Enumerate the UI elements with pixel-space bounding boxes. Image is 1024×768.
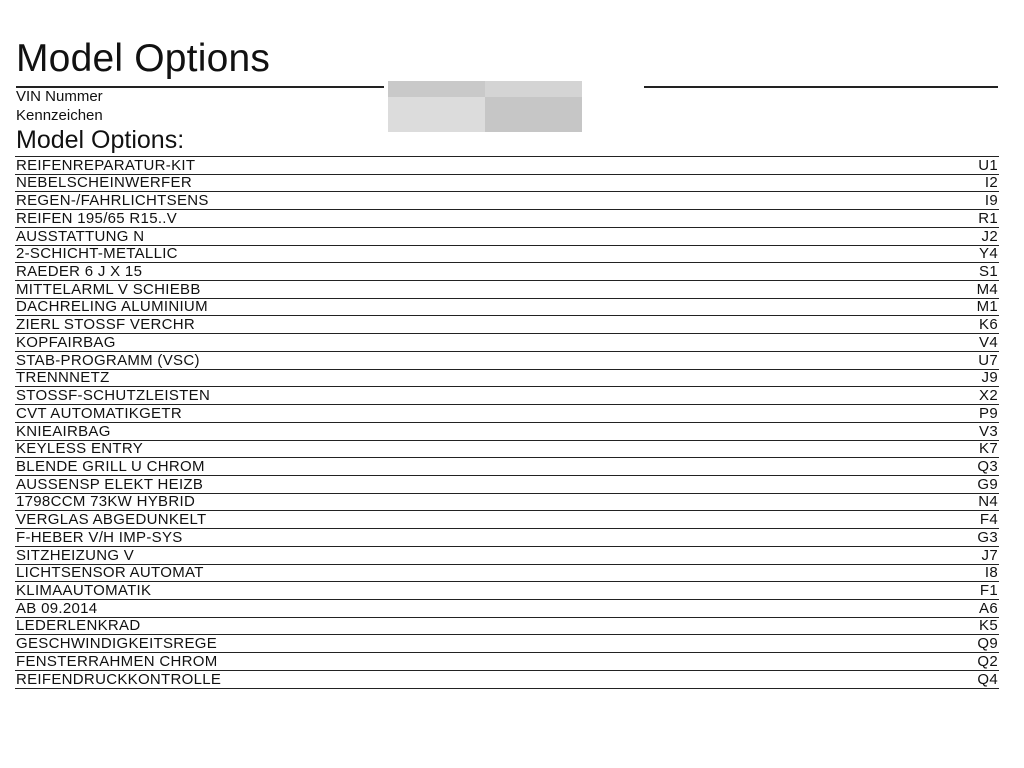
option-row xyxy=(15,192,999,210)
option-code: M1 xyxy=(976,298,998,316)
option-row xyxy=(15,547,999,565)
option-code: U7 xyxy=(978,351,998,369)
option-row xyxy=(15,157,999,175)
option-name: RAEDER 6 J X 15 xyxy=(16,263,143,281)
option-name: REIFEN 195/65 R15..V xyxy=(16,209,178,227)
option-name: KEYLESS ENTRY xyxy=(16,440,144,458)
option-code: I8 xyxy=(984,564,998,582)
option-name: DACHRELING ALUMINIUM xyxy=(16,298,208,316)
option-code: I2 xyxy=(984,174,998,192)
option-name: REIFENDRUCKKONTROLLE xyxy=(16,670,222,688)
option-name: REGEN-/FAHRLICHTSENS xyxy=(16,192,209,210)
option-name: AUSSTATTUNG N xyxy=(16,227,145,245)
option-name: BLENDE GRILL U CHROM xyxy=(16,457,205,475)
redacted-vin-plate-block xyxy=(388,81,582,132)
option-code: Y4 xyxy=(979,245,998,263)
option-code: J2 xyxy=(981,227,998,245)
option-code: X2 xyxy=(979,387,998,405)
option-code: J7 xyxy=(981,546,998,564)
option-name: MITTELARML V SCHIEBB xyxy=(16,280,201,298)
option-name: STAB-PROGRAMM (VSC) xyxy=(16,351,200,369)
option-code: Q3 xyxy=(977,457,998,475)
option-row xyxy=(15,281,999,299)
option-name: KLIMAAUTOMATIK xyxy=(16,581,152,599)
option-row xyxy=(15,458,999,476)
page-title: Model Options xyxy=(16,37,271,80)
option-row xyxy=(15,529,999,547)
option-row xyxy=(15,246,999,264)
option-code: G9 xyxy=(977,475,998,493)
option-code: F4 xyxy=(979,511,998,529)
option-code: A6 xyxy=(979,599,998,617)
header-rule-right xyxy=(644,86,998,88)
section-title: Model Options: xyxy=(16,126,185,154)
option-code: G3 xyxy=(977,528,998,546)
option-name: CVT AUTOMATIKGETR xyxy=(16,404,182,422)
option-row xyxy=(15,618,999,636)
option-code: J9 xyxy=(981,369,998,387)
option-code: S1 xyxy=(979,263,998,281)
option-row xyxy=(15,671,999,689)
option-row xyxy=(15,653,999,671)
option-row xyxy=(15,582,999,600)
option-code: K5 xyxy=(979,617,998,635)
option-row xyxy=(15,423,999,441)
options-list xyxy=(15,156,999,689)
option-code: U1 xyxy=(978,156,998,174)
option-row xyxy=(15,352,999,370)
option-code: P9 xyxy=(979,404,998,422)
option-row xyxy=(15,405,999,423)
option-name: F-HEBER V/H IMP-SYS xyxy=(16,528,183,546)
option-row xyxy=(15,635,999,653)
vin-label: VIN Nummer xyxy=(16,88,103,105)
option-code: K7 xyxy=(979,440,998,458)
option-code: M4 xyxy=(976,280,998,298)
option-row xyxy=(15,494,999,512)
option-row xyxy=(15,228,999,246)
option-name: LEDERLENKRAD xyxy=(16,617,141,635)
option-name: GESCHWINDIGKEITSREGE xyxy=(16,635,218,653)
option-row xyxy=(15,441,999,459)
option-name: KOPFAIRBAG xyxy=(16,333,116,351)
option-name: STOSSF-SCHUTZLEISTEN xyxy=(16,387,211,405)
option-row xyxy=(15,263,999,281)
option-code: R1 xyxy=(978,209,998,227)
option-code: Q4 xyxy=(977,670,998,688)
option-name: SITZHEIZUNG V xyxy=(16,546,135,564)
plate-label: Kennzeichen xyxy=(16,107,103,124)
option-row xyxy=(15,511,999,529)
option-row xyxy=(15,210,999,228)
option-name: LICHTSENSOR AUTOMAT xyxy=(16,564,204,582)
option-code: V4 xyxy=(979,333,998,351)
option-name: 1798CCM 73KW HYBRID xyxy=(16,493,196,511)
option-code: K6 xyxy=(979,316,998,334)
option-code: V3 xyxy=(979,422,998,440)
option-name: 2-SCHICHT-METALLIC xyxy=(16,245,178,263)
option-name: AB 09.2014 xyxy=(16,599,98,617)
option-code: F1 xyxy=(979,581,998,599)
option-name: NEBELSCHEINWERFER xyxy=(16,174,192,192)
option-name: REIFENREPARATUR-KIT xyxy=(16,156,196,174)
option-row xyxy=(15,316,999,334)
option-name: TRENNNETZ xyxy=(16,369,110,387)
option-row xyxy=(15,334,999,352)
option-name: FENSTERRAHMEN CHROM xyxy=(16,652,218,670)
option-row xyxy=(15,175,999,193)
option-code: Q9 xyxy=(977,635,998,653)
option-code: N4 xyxy=(978,493,998,511)
option-row xyxy=(15,299,999,317)
option-row xyxy=(15,387,999,405)
option-name: KNIEAIRBAG xyxy=(16,422,111,440)
option-row xyxy=(15,370,999,388)
option-row xyxy=(15,600,999,618)
option-code: Q2 xyxy=(977,652,998,670)
option-code: I9 xyxy=(984,192,998,210)
option-name: AUSSENSP ELEKT HEIZB xyxy=(16,475,204,493)
option-row xyxy=(15,476,999,494)
option-name: VERGLAS ABGEDUNKELT xyxy=(16,511,207,529)
option-row xyxy=(15,565,999,583)
option-name: ZIERL STOSSF VERCHR xyxy=(16,316,196,334)
